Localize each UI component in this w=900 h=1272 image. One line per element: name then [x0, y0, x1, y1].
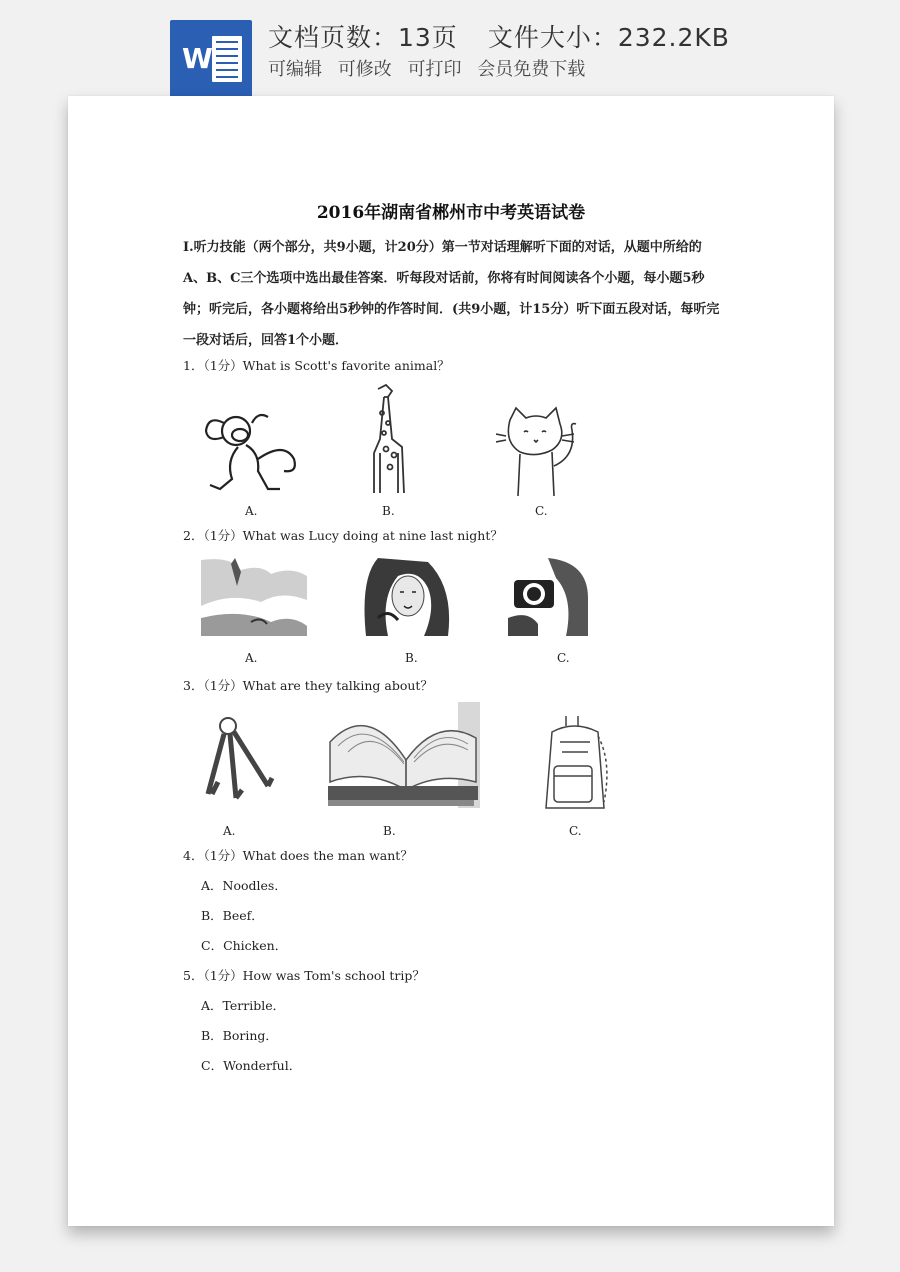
- scenery-photo-image: [201, 556, 307, 636]
- q3-label-b: B.: [383, 824, 396, 838]
- q4-option-a: A．Noodles．: [201, 878, 287, 893]
- feature-printable: 可打印: [407, 59, 462, 80]
- feature-list: [268, 55, 595, 81]
- q2-label-a: A.: [245, 651, 258, 665]
- q1-label-c: C.: [535, 504, 548, 518]
- feature-member-download: 会员免费下载: [477, 59, 586, 80]
- file-size: 文件大小：232.2KB: [487, 23, 730, 52]
- question-2: 2．（1分）What was Lucy doing at nine last night？: [183, 528, 503, 543]
- keys-image: [198, 716, 278, 804]
- girl-photo-image: [358, 558, 454, 636]
- word-logo-letter: W: [182, 42, 212, 75]
- q5-option-c: C．Wonderful．: [201, 1058, 302, 1073]
- monkey-image: [198, 401, 302, 497]
- backpack-image: [538, 712, 612, 812]
- q1-label-b: B.: [382, 504, 395, 518]
- question-5: 5．（1分）How was Tom's school trip？: [183, 968, 425, 983]
- feature-modifiable: 可修改: [337, 59, 392, 80]
- file-info: [268, 18, 730, 54]
- cat-image: [496, 406, 582, 498]
- word-document-icon: [170, 20, 252, 98]
- header-banner: [0, 0, 900, 100]
- document-page: [68, 96, 834, 1226]
- book-image: [328, 702, 484, 808]
- section-instructions: I.听力技能（两个部分，共9小题，计20分）第一节对话理解听下面的对话，从题中所给的A、B、C三个选项中选出最佳答案．听每段对话前，你将有时间阅读各个小题，每小题5秒钟；听完后，各小题将给出5秒钟的作答时间．(共9小题，计15分）听下面五段对话，每听完一段对话后，回答1个小题．: [183, 240, 720, 348]
- document-title: 2016年湖南省郴州市中考英语试卷: [316, 203, 586, 223]
- page-count: 文档页数：13页: [268, 23, 458, 52]
- q5-option-b: B．Boring．: [201, 1028, 278, 1043]
- q3-label-c: C.: [569, 824, 582, 838]
- feature-editable: 可编辑: [268, 59, 322, 80]
- page-lines-icon: [212, 36, 242, 82]
- q4-option-c: C．Chicken．: [201, 938, 288, 953]
- question-4: 4．（1分）What does the man want？: [183, 848, 413, 863]
- q4-option-b: B．Beef．: [201, 908, 264, 923]
- question-3: 3．（1分）What are they talking about？: [183, 678, 433, 693]
- q3-label-a: A.: [223, 824, 236, 838]
- giraffe-image: [364, 383, 414, 497]
- q2-label-c: C.: [557, 651, 570, 665]
- question-1: 1．（1分）What is Scott's favorite animal？: [183, 358, 450, 373]
- q2-label-b: B.: [405, 651, 418, 665]
- q1-label-a: A.: [245, 504, 258, 518]
- q5-option-a: A．Terrible．: [201, 998, 286, 1013]
- camera-photo-image: [508, 558, 588, 636]
